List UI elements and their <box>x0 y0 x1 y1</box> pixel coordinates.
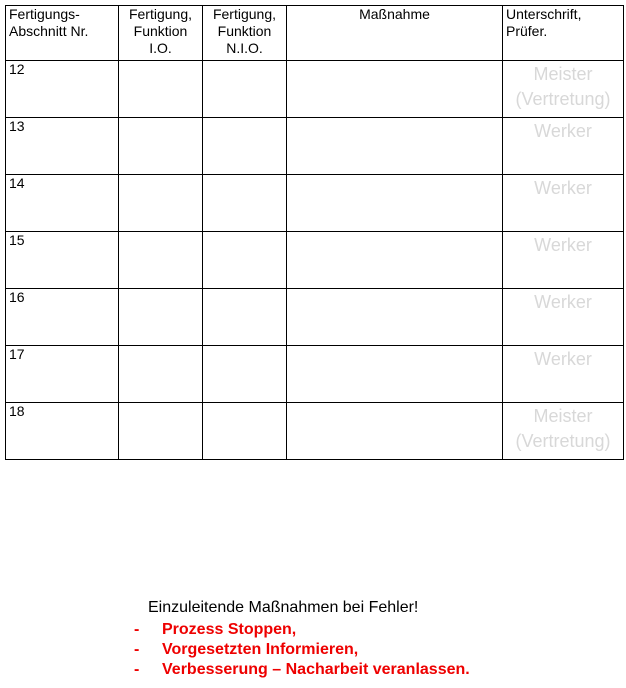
error-measures-title: Einzuleitende Maßnahmen bei Fehler! <box>148 599 419 616</box>
not-ok-cell[interactable] <box>203 118 287 175</box>
measure-cell[interactable] <box>287 232 503 289</box>
ok-cell[interactable] <box>119 175 203 232</box>
header-production-ok <box>119 6 203 61</box>
ok-cell[interactable] <box>119 403 203 460</box>
table-row <box>6 61 624 118</box>
header-line: Prüfer. <box>506 23 548 39</box>
not-ok-cell[interactable] <box>203 175 287 232</box>
signature-cell[interactable] <box>503 61 624 118</box>
error-measures-list <box>134 620 470 680</box>
list-item <box>134 640 470 660</box>
ok-cell[interactable] <box>119 61 203 118</box>
not-ok-cell[interactable] <box>203 289 287 346</box>
table-row <box>6 232 624 289</box>
signature-cell[interactable] <box>503 403 624 460</box>
not-ok-cell[interactable] <box>203 61 287 118</box>
measure-text: Verbesserung – Nacharbeit veranlassen. <box>162 661 470 678</box>
signature-placeholder: Werker <box>534 121 592 141</box>
bullet-dash: - <box>134 641 140 658</box>
header-line: N.I.O. <box>226 40 263 56</box>
signature-placeholder: Meister <box>533 406 593 426</box>
ok-cell[interactable] <box>119 289 203 346</box>
signature-placeholder: (Vertretung) <box>515 89 611 109</box>
signature-placeholder: (Vertretung) <box>515 431 611 451</box>
header-measure <box>287 6 503 61</box>
measure-cell[interactable] <box>287 289 503 346</box>
header-line: Unterschrift, <box>506 6 582 22</box>
header-line: Maßnahme <box>359 6 430 22</box>
signature-placeholder: Meister <box>533 64 593 84</box>
not-ok-cell[interactable] <box>203 403 287 460</box>
header-line: Funktion <box>217 23 272 39</box>
ok-cell[interactable] <box>119 232 203 289</box>
ok-cell[interactable] <box>119 346 203 403</box>
signature-cell[interactable] <box>503 346 624 403</box>
not-ok-cell[interactable] <box>203 346 287 403</box>
measure-cell[interactable] <box>287 403 503 460</box>
measure-text: Vorgesetzten Informieren, <box>162 641 359 658</box>
header-line: Fertigung, <box>128 6 193 22</box>
section-number-cell: 17 <box>6 346 119 403</box>
bullet-dash: - <box>134 661 140 678</box>
table-row <box>6 289 624 346</box>
measure-cell[interactable] <box>287 118 503 175</box>
signature-placeholder: Werker <box>534 235 592 255</box>
signature-placeholder: Werker <box>534 178 592 198</box>
header-line: Funktion <box>133 23 188 39</box>
table-row <box>6 403 624 460</box>
signature-placeholder: Werker <box>534 349 592 369</box>
table-row <box>6 175 624 232</box>
header-line: Abschnitt Nr. <box>9 23 89 39</box>
section-number-cell: 16 <box>6 289 119 346</box>
signature-cell[interactable] <box>503 232 624 289</box>
bullet-dash: - <box>134 621 140 638</box>
measure-cell[interactable] <box>287 175 503 232</box>
header-row <box>6 6 624 61</box>
header-signature <box>503 6 624 61</box>
ok-cell[interactable] <box>119 118 203 175</box>
header-production-not-ok <box>203 6 287 61</box>
signature-cell[interactable] <box>503 175 624 232</box>
list-item <box>134 620 470 640</box>
header-line: Fertigung, <box>212 6 277 22</box>
table-row <box>6 346 624 403</box>
measure-text: Prozess Stoppen, <box>162 621 297 638</box>
header-line: Fertigungs- <box>9 6 80 22</box>
header-section-number <box>6 6 119 61</box>
table-row <box>6 118 624 175</box>
measure-cell[interactable] <box>287 346 503 403</box>
section-number-cell: 14 <box>6 175 119 232</box>
header-line: I.O. <box>149 40 172 56</box>
list-item <box>134 660 470 680</box>
measure-cell[interactable] <box>287 61 503 118</box>
not-ok-cell[interactable] <box>203 232 287 289</box>
section-number-cell: 18 <box>6 403 119 460</box>
signature-cell[interactable] <box>503 118 624 175</box>
section-number-cell: 12 <box>6 61 119 118</box>
section-number-cell: 15 <box>6 232 119 289</box>
signature-placeholder: Werker <box>534 292 592 312</box>
section-number-cell: 13 <box>6 118 119 175</box>
inspection-table <box>5 5 624 460</box>
signature-cell[interactable] <box>503 289 624 346</box>
